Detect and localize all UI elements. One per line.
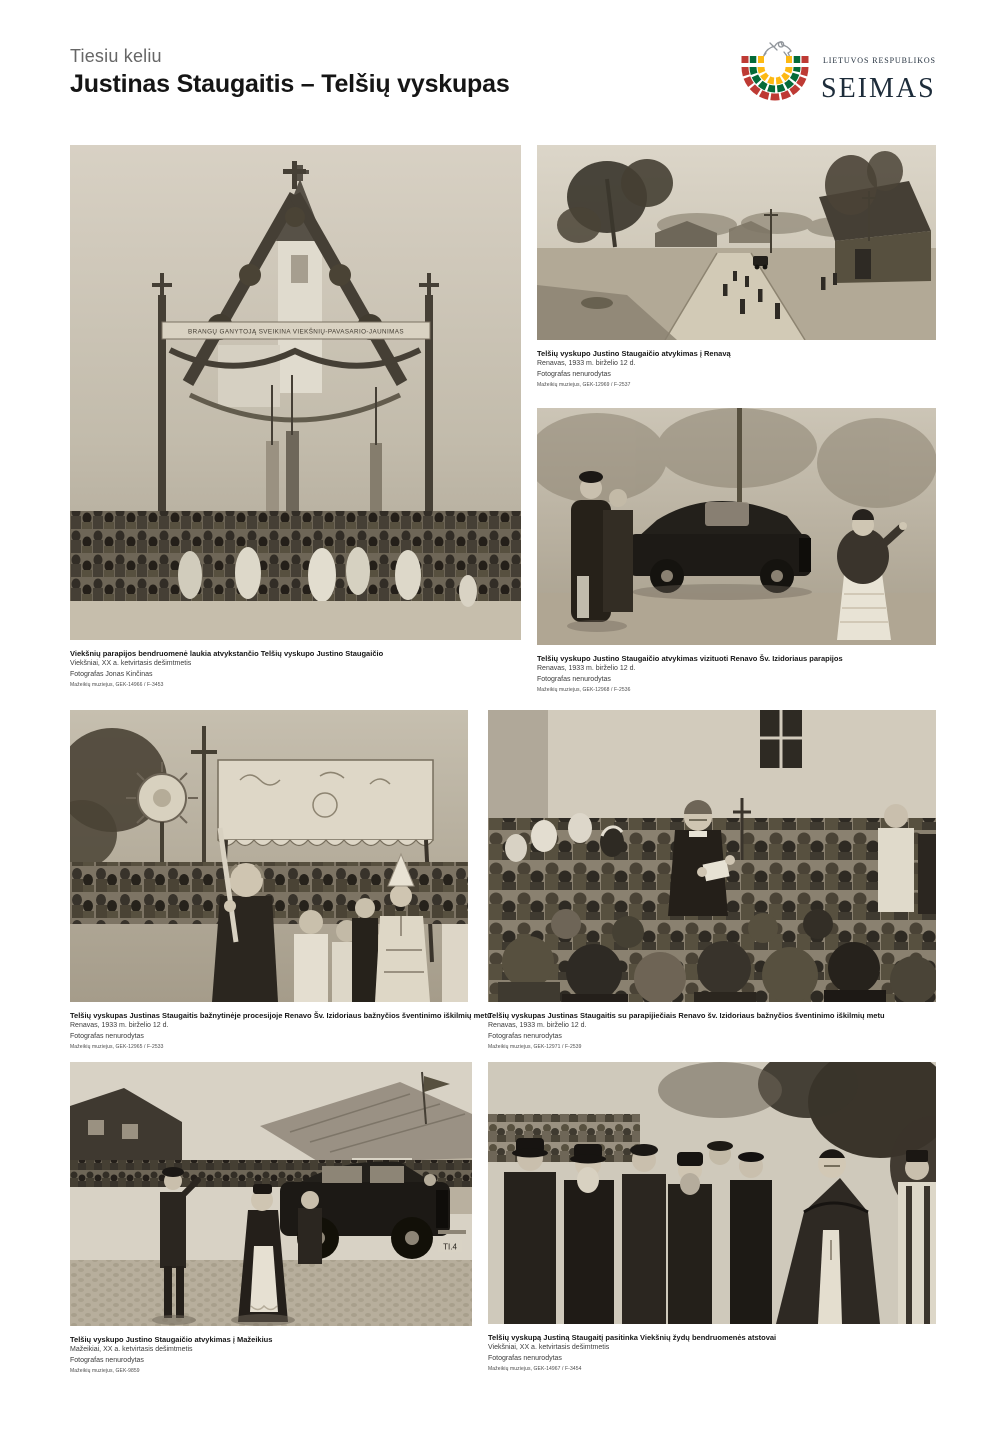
caption-credit: Mažeikių muziejus, GEK-12969 / F-2537 (537, 382, 631, 388)
caption-location: Viekšniai, XX a. ketvirtasis dešimtmetis (488, 1344, 610, 1351)
caption-title: Telšių vyskupo Justino Staugaičio atvykimas į Mažeikius (70, 1335, 273, 1344)
caption-jewish-community (488, 1333, 936, 1372)
caption-photographer: Fotografas nenurodytas (70, 1356, 144, 1364)
logo-wordmark: SEIMAS (821, 73, 936, 104)
caption-village-road (537, 349, 936, 388)
caption-location: Mažeikiai, XX a. ketvirtasis dešimtmetis (70, 1346, 193, 1353)
figure-jewish-community (488, 1062, 936, 1372)
figure-mazeikiai-arrival (70, 1062, 472, 1374)
crowd (70, 511, 521, 605)
caption-credit: Mažeikių muziejus, GEK-14967 / F-3454 (488, 1366, 582, 1372)
photo-bishop-car (537, 408, 936, 645)
caption-title: Telšių vyskupo Justino Staugaičio atvykimas į Renavą (537, 349, 731, 358)
caption-location: Renavas, 1933 m. birželio 12 d. (488, 1022, 587, 1029)
caption-arch-gate (70, 649, 521, 688)
right-surplice (442, 924, 468, 1002)
photo-mazeikiai-arrival (70, 1062, 472, 1326)
background-crowd (488, 1114, 640, 1162)
window (760, 710, 802, 768)
photo-village-road (537, 145, 936, 340)
caption-location: Viekšniai, XX a. ketvirtasis dešimtmetis (70, 660, 192, 667)
welcome-banner (162, 322, 430, 339)
caption-title: Viekšnių parapijos bendruomenė laukia atvykstančio Telšių vyskupo Justino Staugaičio (70, 649, 384, 658)
caption-title: Telšių vyskupas Justinas Staugaitis bažnytinėje procesijoje Renavo Šv. Izidoriaus bažnyčios šventinimo iškilmių metu (70, 1011, 492, 1020)
banner-text: BRANGŲ GANYTOJĄ SVEIKINA VIEKŠNIŲ-PAVASARIO-JAUNIMAS (188, 328, 404, 336)
caption-photographer: Fotografas Jonas Kinčinas (70, 670, 153, 678)
photo-arch-gate (70, 145, 521, 640)
vytis-knight-icon (763, 42, 791, 58)
caption-credit: Mažeikių muziejus, GEK-12971 / F-2539 (488, 1044, 582, 1050)
plate-text: TI.4 (443, 1242, 457, 1252)
page-title: Justinas Staugaitis – Telšių vyskupas (70, 70, 510, 98)
caption-photographer: Fotografas nenurodytas (537, 675, 611, 683)
photo-procession (70, 710, 468, 1002)
seimas-arcs-icon (742, 56, 809, 97)
caption-photographer: Fotografas nenurodytas (537, 370, 611, 378)
photo-parishioners (488, 710, 936, 1002)
caption-location: Renavas, 1933 m. birželio 12 d. (537, 665, 636, 672)
caption-location: Renavas, 1933 m. birželio 12 d. (537, 360, 636, 367)
logo-institution: LIETUVOS RESPUBLIKOS (823, 56, 936, 65)
figure-parishioners (488, 710, 936, 1050)
caption-mazeikiai-arrival (70, 1335, 472, 1374)
wall-shadow (488, 710, 548, 820)
pole (737, 408, 742, 508)
caption-photographer: Fotografas nenurodytas (488, 1032, 562, 1040)
license-plate (438, 1240, 462, 1252)
figure-bishop-car (537, 408, 936, 693)
child-figure (459, 575, 477, 607)
caption-procession (70, 1011, 492, 1050)
photo-jewish-community (488, 1062, 936, 1324)
caption-parishioners (488, 1011, 936, 1050)
ground (70, 601, 521, 640)
caption-title: Telšių vyskupas Justinas Staugaitis su parapijiečiais Renavo šv. Izidoriaus bažnyčios šventinimo iškilmių metu (488, 1011, 885, 1020)
caption-location: Renavas, 1933 m. birželio 12 d. (70, 1022, 169, 1029)
caption-title: Telšių vyskupą Justiną Staugaitį pasitinka Viekšnių žydų bendruomenės atstovai (488, 1333, 777, 1342)
caption-bishop-car (537, 654, 936, 693)
caption-title: Telšių vyskupo Justino Staugaičio atvykimas vizituoti Renavo Šv. Izidoriaus parapijos (537, 654, 843, 663)
seimas-logo (735, 40, 947, 110)
caption-photographer: Fotografas nenurodytas (70, 1032, 144, 1040)
caption-credit: Mažeikių muziejus, GEK-12965 / F-2533 (70, 1044, 164, 1050)
caption-credit: Mažeikių muziejus, GEK-14966 / F-3453 (70, 682, 164, 688)
figure-arch-gate (70, 145, 521, 688)
caption-photographer: Fotografas nenurodytas (488, 1354, 562, 1362)
caption-credit: Mažeikių muziejus, GEK-12968 / F-2536 (537, 687, 631, 693)
figure-village-road (537, 145, 936, 388)
page-header (70, 46, 510, 99)
series-label: Tiesiu keliu (70, 46, 162, 66)
caption-credit: Mažeikių muziejus, GEK-9859 (70, 1368, 140, 1374)
figure-procession (70, 710, 492, 1050)
attendant-clergy (298, 1191, 322, 1264)
